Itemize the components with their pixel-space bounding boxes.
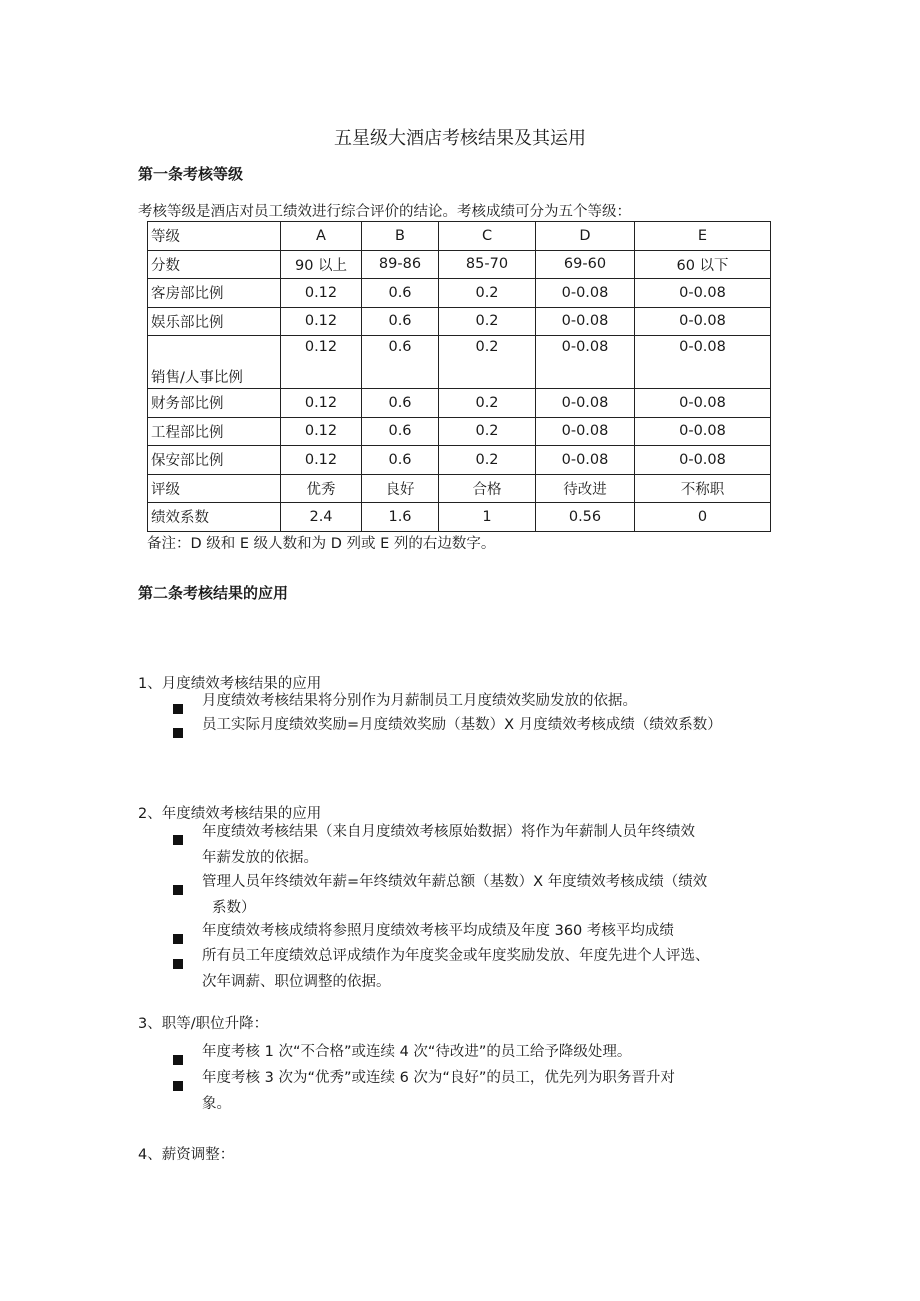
article2-heading: 第二条考核结果的应用	[138, 584, 289, 602]
table-cell: 0.12	[281, 307, 362, 336]
table-cell: 0-0.08	[536, 417, 635, 446]
table-cell: 85-70	[439, 250, 536, 279]
table-cell: 0.12	[281, 389, 362, 418]
table-cell: 绩效系数	[148, 503, 281, 532]
table-cell: 89-86	[362, 250, 439, 279]
page-title: 五星级大酒店考核结果及其运用	[334, 128, 586, 149]
table-row	[148, 446, 771, 475]
table-row	[148, 307, 771, 336]
table-cell: 保安部比例	[148, 446, 281, 475]
table-cell: 0.6	[362, 389, 439, 418]
table-cell: 不称职	[635, 474, 771, 503]
table-row	[148, 250, 771, 279]
table-cell: 良好	[362, 474, 439, 503]
table-cell: 0.6	[362, 336, 439, 389]
table-cell: 娱乐部比例	[148, 307, 281, 336]
list-item: 年度绩效考核成绩将参照月度绩效考核平均成绩及年度 360 考核平均成绩	[202, 923, 674, 939]
table-cell: 60 以下	[635, 250, 771, 279]
table-cell: 0.6	[362, 307, 439, 336]
table-cell: 0-0.08	[635, 336, 771, 389]
table-row	[148, 222, 771, 251]
table-cell: 合格	[439, 474, 536, 503]
list-item-continuation: 年薪发放的依据。	[202, 850, 318, 866]
list-item: 月度绩效考核结果将分别作为月薪制员工月度绩效奖励发放的依据。	[202, 693, 637, 709]
table-cell: B	[362, 222, 439, 251]
bullet-icon	[173, 1076, 183, 1095]
table-cell: 0.6	[362, 279, 439, 308]
list-item-continuation: 象。	[202, 1096, 231, 1112]
table-cell: 0.12	[281, 417, 362, 446]
table-cell: 0-0.08	[635, 307, 771, 336]
table-cell: 0.6	[362, 417, 439, 446]
table-cell: 0-0.08	[536, 336, 635, 389]
table-cell: 0.2	[439, 279, 536, 308]
table-cell: 0-0.08	[536, 389, 635, 418]
table-cell: 0-0.08	[536, 446, 635, 475]
bullet-icon	[173, 1050, 183, 1069]
list-item: 管理人员年终绩效年薪=年终绩效年薪总额（基数）X 年度绩效考核成绩（绩效	[202, 874, 708, 890]
table-cell: 优秀	[281, 474, 362, 503]
table-cell: 分数	[148, 250, 281, 279]
list-item-continuation: 系数）	[212, 900, 256, 916]
table-cell: 0-0.08	[536, 307, 635, 336]
bullet-icon	[173, 880, 183, 899]
grade-table	[147, 221, 771, 532]
table-cell: 1	[439, 503, 536, 532]
table-cell: 0.2	[439, 446, 536, 475]
list-item: 员工实际月度绩效奖励=月度绩效奖励（基数）X 月度绩效考核成绩（绩效系数）	[202, 717, 722, 733]
table-cell: 0.2	[439, 417, 536, 446]
list-item: 年度考核 3 次为“优秀”或连续 6 次为“良好”的员工，优先列为职务晋升对	[202, 1070, 675, 1086]
table-cell: 财务部比例	[148, 389, 281, 418]
list-item: 年度考核 1 次“不合格”或连续 4 次“待改进”的员工给予降级处理。	[202, 1044, 632, 1060]
table-cell: 等级	[148, 222, 281, 251]
table-cell: 评级	[148, 474, 281, 503]
list-item: 所有员工年度绩效总评成绩作为年度奖金或年度奖励发放、年度先进个人评选、	[202, 948, 710, 964]
table-note: 备注：D 级和 E 级人数和为 D 列或 E 列的右边数字。	[147, 536, 496, 552]
table-cell: C	[439, 222, 536, 251]
table-cell: 1.6	[362, 503, 439, 532]
table-cell: 0.56	[536, 503, 635, 532]
bullet-icon	[173, 723, 183, 742]
bullet-icon	[173, 929, 183, 948]
table-cell: 客房部比例	[148, 279, 281, 308]
bullet-icon	[173, 699, 183, 718]
table-row	[148, 474, 771, 503]
table-cell: 0-0.08	[635, 389, 771, 418]
list-item: 年度绩效考核结果（来自月度绩效考核原始数据）将作为年薪制人员年终绩效	[202, 824, 695, 840]
section3-heading: 3、职等/职位升降：	[138, 1016, 269, 1032]
article1-heading: 第一条考核等级	[138, 165, 244, 183]
table-cell: A	[281, 222, 362, 251]
table-cell: 0.6	[362, 446, 439, 475]
table-cell: 0.12	[281, 336, 362, 389]
table-cell: 2.4	[281, 503, 362, 532]
table-row	[148, 279, 771, 308]
table-cell: 工程部比例	[148, 417, 281, 446]
table-cell: 0.12	[281, 279, 362, 308]
table-cell: 0.2	[439, 336, 536, 389]
table-row	[148, 503, 771, 532]
table-cell: 待改进	[536, 474, 635, 503]
table-cell: 0.2	[439, 389, 536, 418]
table-cell: 0	[635, 503, 771, 532]
table-cell: 69-60	[536, 250, 635, 279]
table-cell: 0-0.08	[635, 279, 771, 308]
table-cell: 0-0.08	[635, 417, 771, 446]
bullet-icon	[173, 830, 183, 849]
section2-heading: 2、年度绩效考核结果的应用	[138, 806, 322, 822]
bullet-icon	[173, 954, 183, 973]
table-cell: D	[536, 222, 635, 251]
list-item-continuation: 次年调薪、职位调整的依据。	[202, 974, 391, 990]
table-cell: 90 以上	[281, 250, 362, 279]
table-cell: 0.2	[439, 307, 536, 336]
section1-heading: 1、月度绩效考核结果的应用	[138, 676, 322, 692]
article1-intro: 考核等级是酒店对员工绩效进行综合评价的结论。考核成绩可分为五个等级：	[138, 204, 631, 220]
table-row	[148, 336, 771, 389]
table-cell: E	[635, 222, 771, 251]
table-cell: 0-0.08	[536, 279, 635, 308]
table-cell: 0.12	[281, 446, 362, 475]
table-row	[148, 417, 771, 446]
section4-heading: 4、薪资调整：	[138, 1147, 235, 1163]
table-cell: 销售/人事比例	[148, 336, 281, 389]
table-row	[148, 389, 771, 418]
table-cell: 0-0.08	[635, 446, 771, 475]
